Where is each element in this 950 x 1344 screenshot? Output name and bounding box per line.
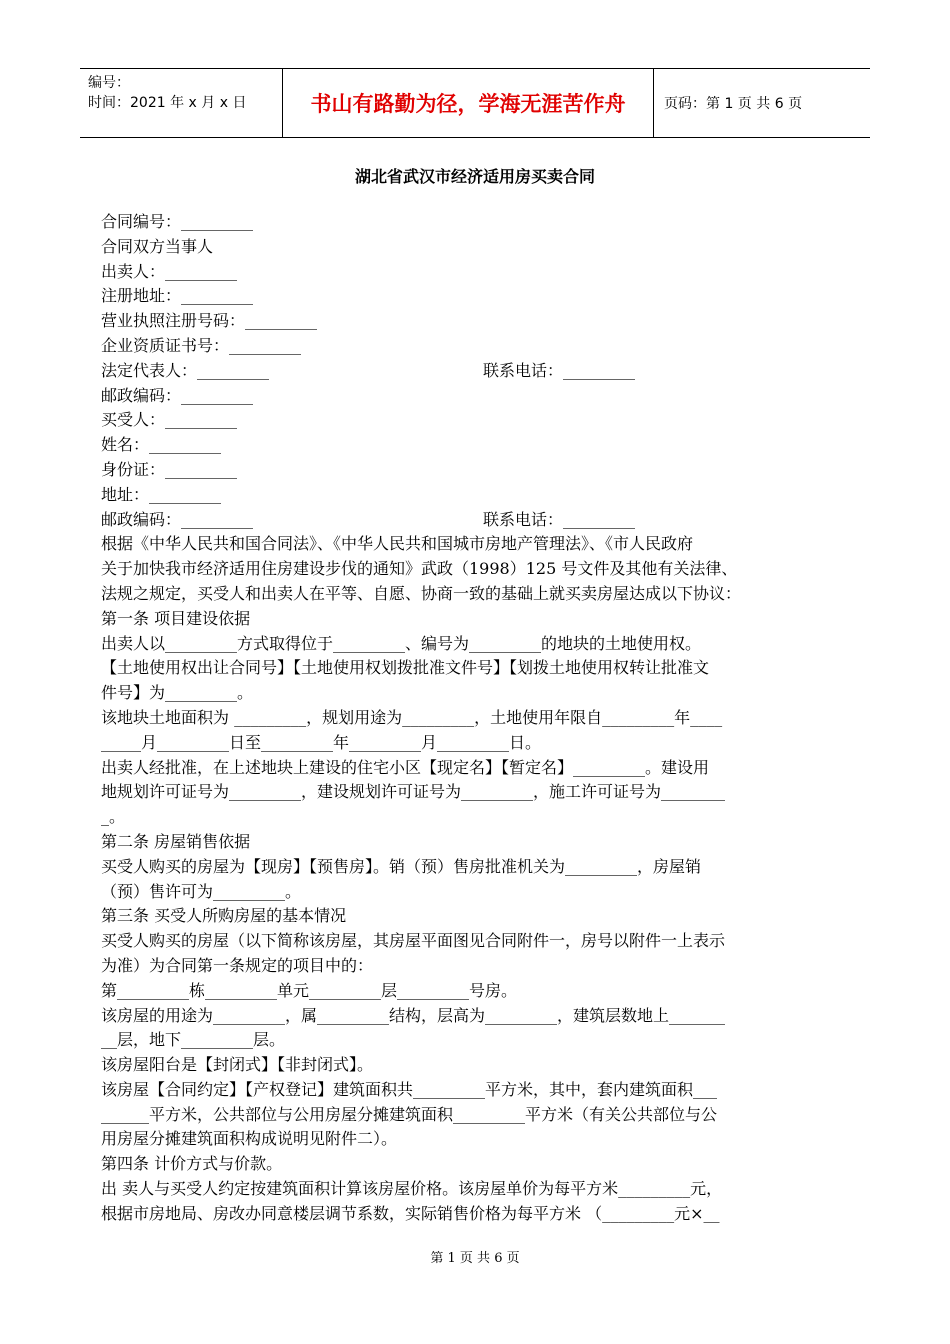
contract-line: 出卖人：_________ <box>101 261 238 281</box>
field-label-left: 邮政编码：_________ <box>101 509 254 529</box>
contract-line: 根据《中华人民共和国合同法》、《中华人民共和国城市房地产管理法》、《市人民政府 <box>101 534 694 554</box>
contract-line: 注册地址：_________ <box>101 286 254 306</box>
contract-line: 出卖人经批准，在上述地块上建设的住宅小区【现定名】【暂定名】_________。建设用 <box>101 757 710 777</box>
contract-line: 合同编号：_________ <box>101 212 254 231</box>
contract-line: _____月_________日至_________年_________月_________日。 <box>101 732 542 752</box>
contract-line: 企业资质证书号：_________ <box>101 335 302 355</box>
contract-line: 【土地使用权出让合同号】【土地使用权划拨批准文件号】【划拨土地使用权转让批准文 <box>101 658 710 678</box>
contract-line: 第_________栋_________单元_________层_________号房。 <box>101 980 518 1000</box>
contract-line: 买受人：_________ <box>101 410 238 430</box>
document-number-label: 编号： <box>88 75 130 91</box>
contract-line: __层，地下_________层。 <box>101 1030 286 1050</box>
contract-line: 用房屋分摊建筑面积构成说明见附件二）。 <box>101 1129 398 1149</box>
header-page-number: 页码：第 1 页 共 6 页 <box>664 96 803 112</box>
contract-line: 根据市房地局、房改办同意楼层调节系数，实际销售价格为每平方米 （_________元×__ <box>101 1203 720 1223</box>
contract-line-pair <box>101 359 849 384</box>
contract-line: _。 <box>101 807 126 827</box>
header-slogan: 书山有路勤为径，学海无涯苦作舟 <box>282 69 654 137</box>
contract-body <box>101 210 849 1227</box>
field-label-right: 联系电话：_________ <box>483 360 636 380</box>
contract-line: 该房屋的用途为_________，属_________结构，层高为_________，建筑层数地上_______ <box>101 1005 726 1025</box>
contract-line: 第一条 项目建设依据 <box>101 608 251 628</box>
page-header <box>80 68 870 138</box>
contract-line: 第二条 房屋销售依据 <box>101 831 251 851</box>
contract-line: 关于加快我市经济适用住房建设步伐的通知》武政（1998）125 号文件及其他有关法律、 <box>101 559 738 579</box>
contract-line: 为准）为合同第一条规定的项目中的： <box>101 955 374 975</box>
contract-line: （预）售许可为_________。 <box>101 881 302 901</box>
contract-line: 身份证：_________ <box>101 459 238 479</box>
contract-line: 买受人购买的房屋（以下简称该房屋，其房屋平面图见合同附件一，房号以附件一上表示 <box>101 931 726 951</box>
contract-line: 合同双方当事人 <box>101 236 214 256</box>
contract-line: 件号】为_________。 <box>101 683 254 703</box>
contract-line: 地址：_________ <box>101 484 222 504</box>
contract-line-pair <box>101 508 849 533</box>
contract-line: ______平方米，公共部位与公用房屋分摊建筑面积_________平方米（有关公共部位与公 <box>101 1104 718 1124</box>
contract-line: 该地块土地面积为 _________，规划用途为_________，土地使用年限自_________年____ <box>101 707 723 727</box>
contract-line: 第三条 买受人所购房屋的基本情况 <box>101 906 347 926</box>
document-date-label: 时间：2021 年 x 月 x 日 <box>88 95 247 111</box>
page-footer: 第 1 页 共 6 页 <box>430 1251 520 1266</box>
contract-line: 该房屋阳台是【封闭式】【非封闭式】。 <box>101 1055 374 1075</box>
contract-line: 出卖人以_________方式取得位于_________、编号为_________的地块的土地使用权。 <box>101 633 702 653</box>
document-title: 湖北省武汉市经济适用房买卖合同 <box>354 167 595 186</box>
contract-line: 第四条 计价方式与价款。 <box>101 1154 283 1174</box>
contract-line: 营业执照注册号码：_________ <box>101 311 318 331</box>
contract-line: 地规划许可证号为_________，建设规划许可证号为_________，施工许可证号为________ <box>101 782 726 802</box>
contract-line: 姓名：_________ <box>101 435 222 455</box>
field-label-left: 法定代表人：_________ <box>101 360 270 380</box>
contract-line: 买受人购买的房屋为【现房】【预售房】。销（预）售房批准机关为_________，房屋销 <box>101 856 702 876</box>
contract-line: 该房屋【合同约定】【产权登记】建筑面积共_________平方米，其中，套内建筑面积___ <box>101 1079 718 1099</box>
contract-line: 法规之规定，买受人和出卖人在平等、自愿、协商一致的基础上就买卖房屋达成以下协议： <box>101 583 742 603</box>
field-label-right: 联系电话：_________ <box>483 509 636 529</box>
contract-line: 出 卖人与买受人约定按建筑面积计算该房屋价格。该房屋单价为每平方米_________元， <box>101 1179 723 1199</box>
header-meta <box>80 69 282 137</box>
contract-line: 邮政编码：_________ <box>101 385 254 405</box>
